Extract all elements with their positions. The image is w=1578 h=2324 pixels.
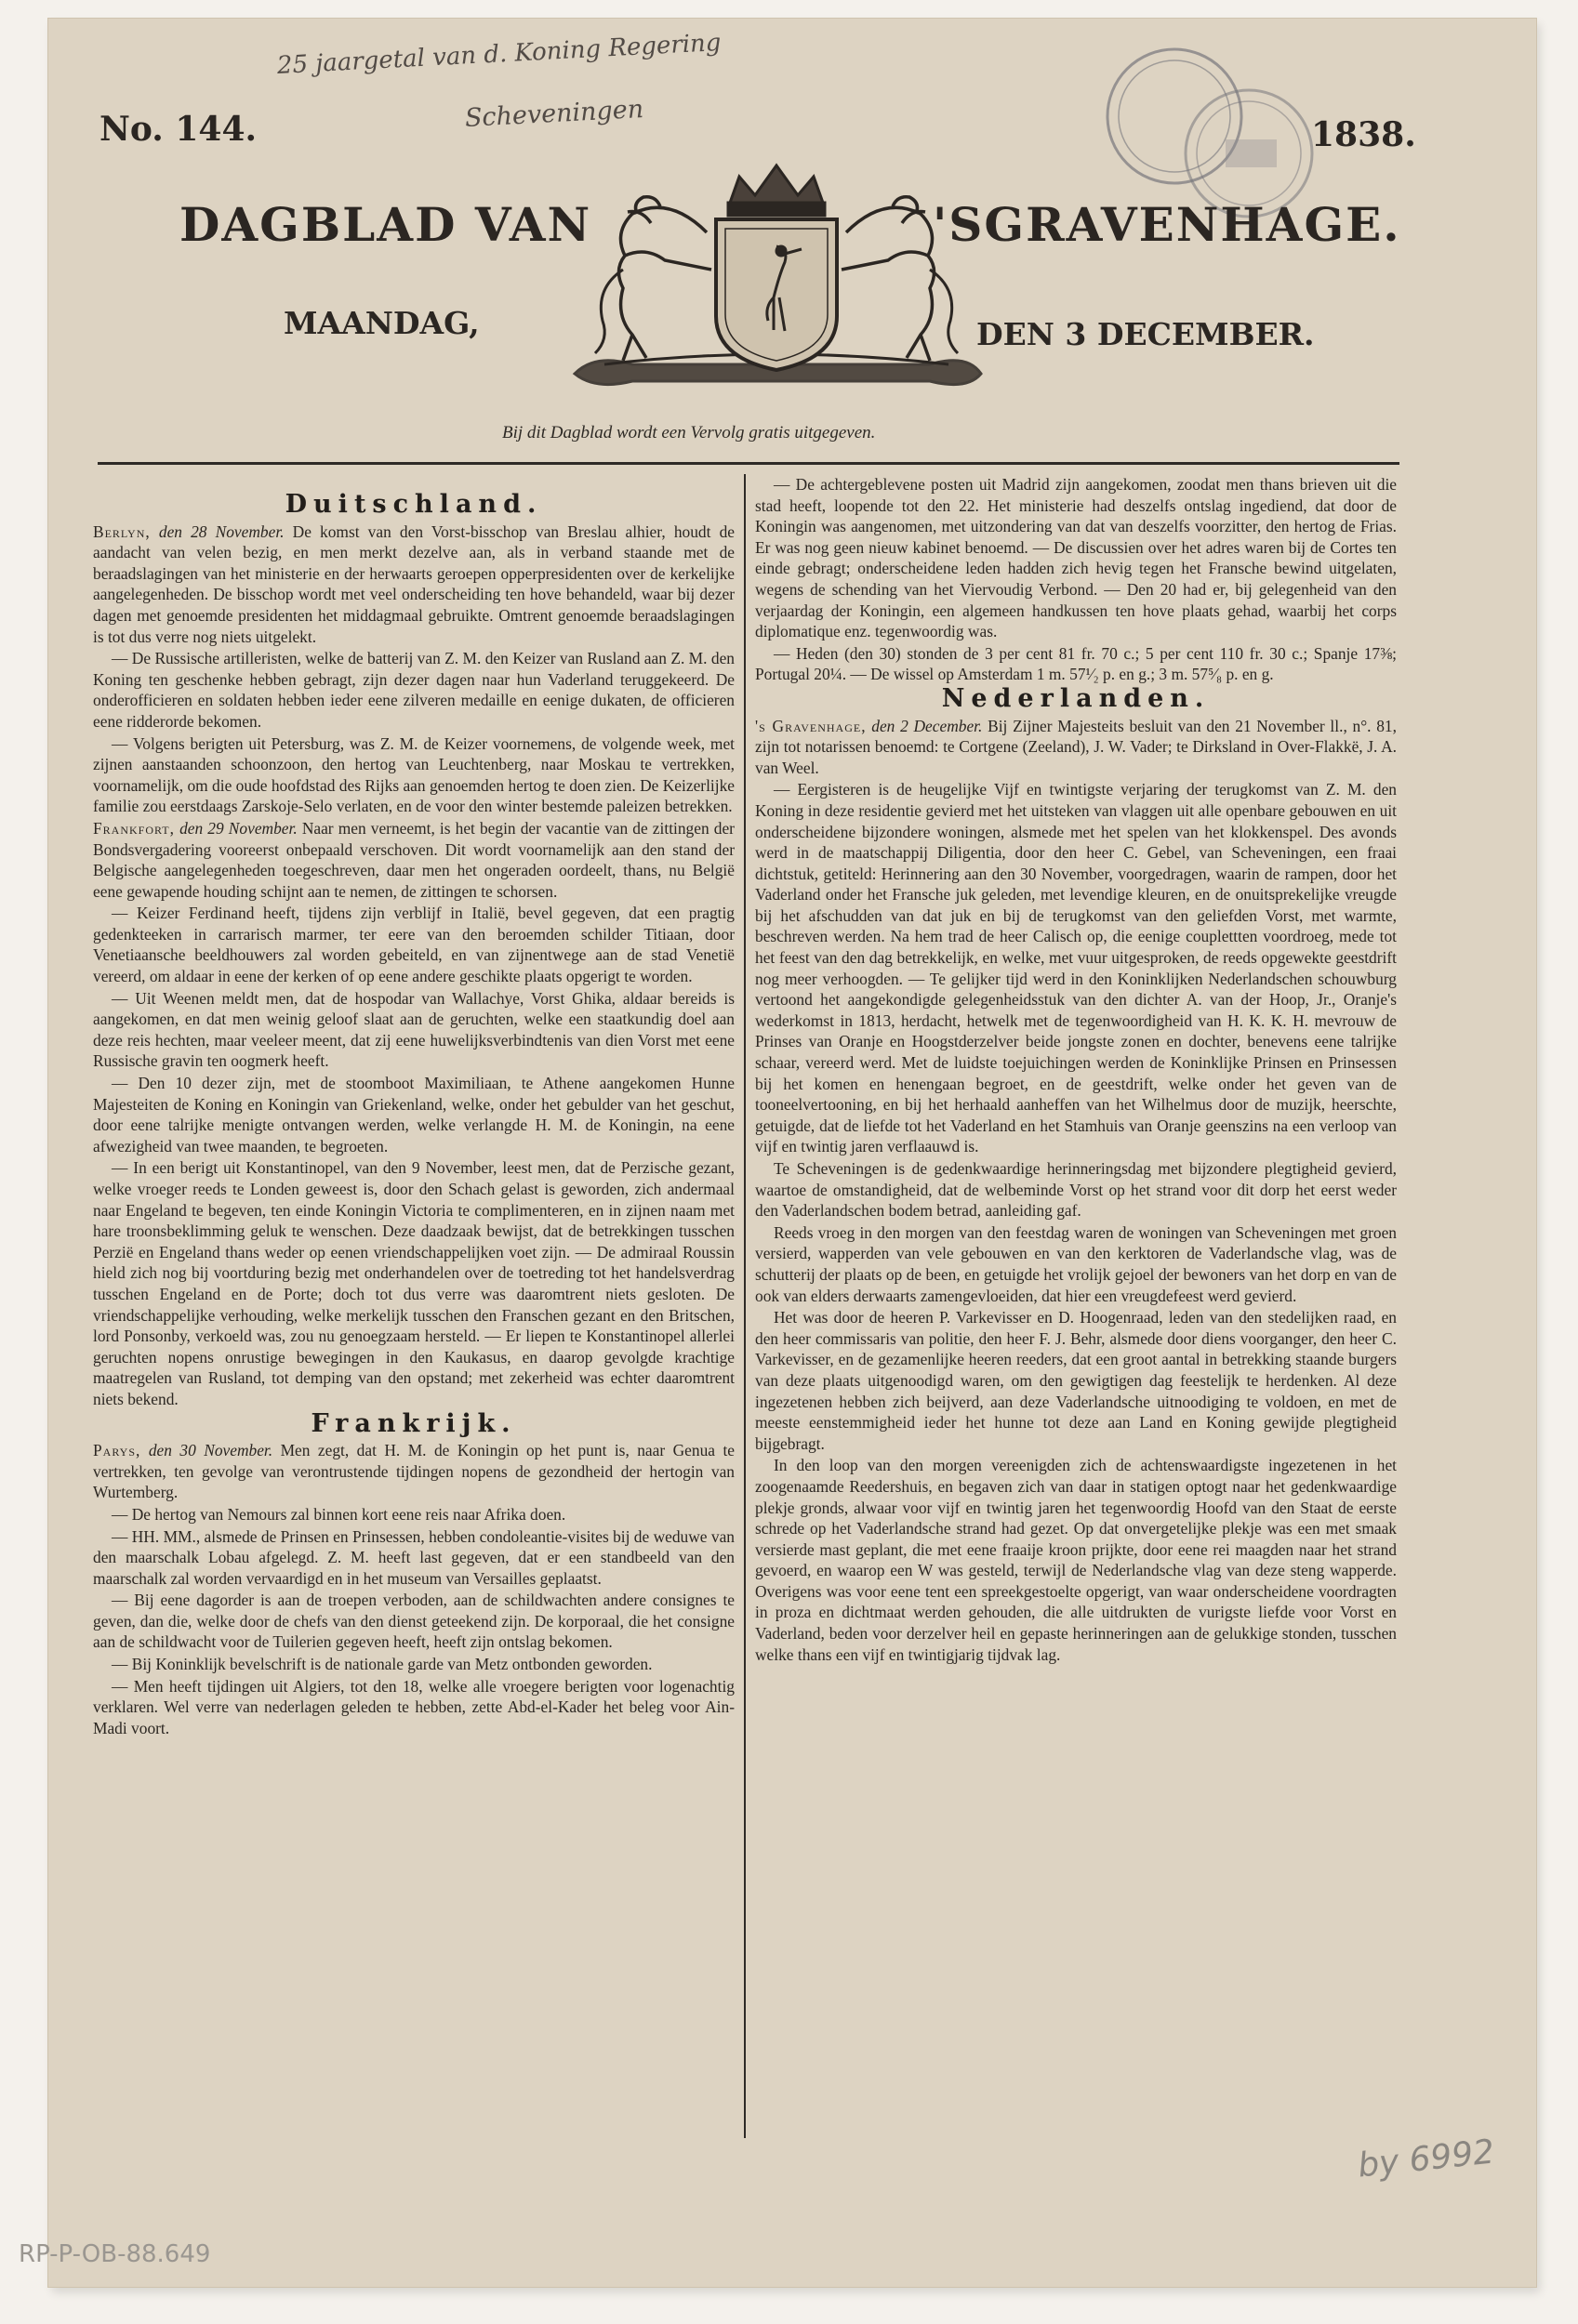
article-paragraph: — Keizer Ferdinand heeft, tijdens zijn verblijf in Italië, bevel gegeven, dat een pragtig gedenkteeken in carrarisch marmer, ter eere van den beroemden schilder Titiaan, door Venetiaansche beeldhouwers zal worden gebeiteld, en van zijnentwege aan de stad Venetië vereerd, om aldaar in eene der kerken of op eene andere geschikte plaats opgerigt te worden. [93,904,735,986]
article-text: Men zegt, dat H. M. de Koningin op het punt is, naar Genua te vertrekken, ten gevolge van verontrustende tijdingen nopens de gezondheid der hertogin van Wurtemberg. [93,1441,735,1502]
article-paragraph: Het was door de heeren P. Varkevisser en D. Hoogenraad, leden van den stedelijken raad, en den heer commissaris van politie, den heer F. J. Behr, alsmede door diens voorganger, den heer C. Varkevisser, en de gezamenlijke heeren reeders, dat een groot aantal in betrekking staande burgers van deze plaats uitgenoodigd waren, om den gewigtigen dag feestelijk te herdenken. Al deze ingezetenen hebben zich beijverd, aan deze Vaderlandsche uitnoodiging te voldoen, en met de meeste eenstemmigheid ieder het hunne tot deze aan Land en Koning gewijde plegtigheid bijgebragt. [755,1308,1397,1453]
dateline-date: den 29 November. [179,818,298,838]
weekday-label: MAANDAG, [284,305,480,341]
article-gravenhage [755,716,1397,779]
article-text: Bij Zijner Majesteits besluit van den 21 November ll., n°. 81, zijn tot notarissen benoemd: te Cortgene (Zeeland), J. W. Vader; te Dirksland in Over-Flakkë, J. A. van Weel. [755,716,1397,777]
masthead-title-left: DAGBLAD VAN [179,197,592,252]
dateline-date: den 2 December. [871,716,983,735]
article-text: Naar men verneemt, is het begin der vacantie van de zittingen der Bondsvergadering vooreerst onbepaald verschoven. Dit wordt voornamelijk aan den stand der Belgische aangelegenheden toegeschreven, daar men het ongeraden oordeelt, thans, nu België eene gewapende houding schijnt aan te nemen, de zittingen te schorsen. [93,818,735,901]
supplement-notice: Bij dit Dagblad wordt een Vervolg gratis uitgegeven. [502,423,876,442]
pencil-note-catalog: by 6992 [1356,2133,1496,2185]
article-paragraph: — De hertog van Nemours zal binnen kort eene reis naar Afrika doen. [112,1504,566,1524]
section-title-frankrijk: Frankrijk. [311,1408,517,1438]
article-paragraph: — HH. MM., alsmede de Prinsen en Prinsessen, hebben condoleantie-visites bij de weduwe van den maarschalk Lobau afgelegd. Z. M. heeft last gegeven, dat er een standbeeld van den maarschalk zal worden vervaardigd en in het museum van Versailles geplaatst. [93,1526,735,1588]
article-paragraph: — Heden (den 30) stonden de 3 per cent 81 fr. 70 c.; 5 per cent 110 fr. 30 c.; Spanje 17⅜; Portugal 20¼. — De wissel op Amsterdam 1 m. 57¹⁄₂ p. en g.; 3 m. 57⁵⁄₈ p. en g. [755,643,1397,684]
left-column [93,491,735,2136]
right-column [755,474,1397,2119]
handwritten-note-line2: Scheveningen [464,94,644,133]
dateline-date: den 30 November. [148,1441,273,1460]
section-title-nederlanden: Nederlanden. [941,683,1211,713]
header-divider [98,462,1399,465]
article-paragraph: — Volgens berigten uit Petersburg, was Z. M. de Keizer voornemens, de volgende week, met zijnen aanstaanden schoonzoon, den hertog van Leuchtenberg, naar Moskau te vertrekken, voornamelijk, om die oude hoofdstad des Rijks aan genoemden hertog te doen zien. De Keizerlijke familie zou eerstdaags Zarskoje-Selo verlaten, en de voor den winter bestemde paleizen betrekken. [93,733,735,816]
article-berlin [93,522,735,648]
article-frankfort [93,818,735,902]
pencil-note-id: RP-P-OB-88.649 [19,2240,211,2268]
article-paragraph: — Bij Koninklijk bevelschrift is de nationale garde van Metz ontbonden geworden. [112,1655,653,1674]
article-paragraph: Te Scheveningen is de gedenkwaardige herinneringsdag met bijzondere plegtigheid gevierd, waartoe de omstandigheid, dat de welbeminde Vorst op het strand voor dit dorp het eerst weder den Vaderlandschen bodem betrad, aanleiding gaf. [755,1159,1397,1221]
article-paragraph: — Men heeft tijdingen uit Algiers, tot den 18, welke alle vroegere berigten voor logenachtig verklaren. Wel verre van nederlagen geleden te hebben, zette Abd-el-Kader het beleg voor Ain-Madi voort. [93,1676,735,1737]
article-paragraph: — Bij eene dagorder is aan de troepen verboden, aan de schildwachten andere consignes te geven, dan die, welke door de chefs van den dienst geteekend zijn. De korporaal, die het consigne aan de schildwacht voor de Tuilerien gegeven heeft, heeft zijn ontslag bekomen. [93,1591,735,1652]
article-paragraph: — Den 10 dezer zijn, met de stoomboot Maximiliaan, te Athene aangekomen Hunne Majesteiten de Koning en Koningin van Griekenland, welke, onder het gebulder van het geschut, door eene talrijke menigte ontvangen werden, welke verlangde H. M. de Koningin, na eene afwezigheid van twee maanden, te begroeten. [93,1074,735,1155]
article-paragraph: — De achtergeblevene posten uit Madrid zijn aangekomen, zoodat men thans brieven uit die stad heeft, loopende tot den 22. Het ministerie had deszelfs ontslag ingediend, dat door de Koningin was aangenomen, met uitzondering van dat van deszelfs voorzitter, den hertog de Frias. Er was nog geen nieuw kabinet benoemd. — De discussien over het adres waren bij de Cortes ten einde gebragt; onderscheidene leden hadden zich hevig tegen het Fransche bewind uitgelaten, wegens de schending van het Viervoudig Verbond. — Den 20 had er, bij gelegenheid van den verjaardag der Koningin, een algemeen handkussen ten hove plaats gehad, waarbij het corps diplomatique enz. tegenwoordig was. [755,475,1397,641]
article-paragraph: Reeds vroeg in den morgen van den feestdag waren de woningen van Scheveningen met groen versierd, wapperden van vele gebouwen en van den kerktoren de Vaderlandsche vlag, was de schutterij der plaats op de been, en getuigde het vrolijk gejoel der bewoners van het dorp en van de ook van elders derwaarts zamengevloeiden, dat hier een vreugdefeest werd gevierd. [755,1222,1397,1305]
dateline-city: Frankfort, [93,818,175,838]
issue-number: No. 144. [99,110,258,149]
column-divider [744,474,746,2138]
coat-of-arms-icon [558,158,995,409]
article-paragraph: — Uit Weenen meldt men, dat de hospodar van Wallachye, Vorst Ghika, aldaar bereids is aangekomen, en dat men weinig geloof slaat aan de geruchten, welke een staatkundig doel aan deze reis hechten, maar veeleer meent, dat zij eene huwelijksverbindtenis van dien Vorst met eene Russische gravin ten oogmerk heeft. [93,988,735,1071]
article-parys [93,1440,735,1503]
section-title-duitschland: Duitschland. [285,491,543,519]
dateline-city: Berlyn, [93,522,151,541]
article-paragraph: In den loop van den morgen vereenigden zich de achtenswaardigste ingezetenen in het zoogenaamde Reedershuis, en begaven zich van daar in statigen optogt naar het gedenkwaardige plekje gronds, alwaar voor vijf en twintig jaren het tegenwoordig Hoofd van den Staat de eerste schrede op het Vaderlandsche strand had gezet. Op dat onvergetelijke plekje was een met smaak versierde mast geplant, die met eene fraaije kroon prijkte, door eene rei maagden naar het strand gevoerd, en waarop een W was gesteld, terwijl de Nederlandsche vlag van deze steng wapperde. Overigens was voor eene tent een spreekgestoelte opgerigt, van waar onderscheidene voordragten in proza en dichtmaat werden gehouden, die alle uitdrukten de vurigste liefde voor Vorst en Vaderland, beden voor derzelver heil en gepaste herinneringen aan de gelukkige stonden, tusschen welke thans een vijf en twintigjarig tijdvak lag. [755,1456,1397,1664]
article-paragraph: — De Russische artilleristen, welke de batterij van Z. M. den Keizer van Rusland aan Z. M. den Koning ten geschenke hebben gebragt, zijn dezer dagen naar hun Vaderland teruggekeerd. De onderofficieren en soldaten hebben ieder eene zilveren medaille en eenige dukaten, de officieren eene ridderorde bekomen. [93,649,735,731]
article-text: De komst van den Vorst-bisschop van Breslau alhier, houdt de aandacht van velen bezig, en men merkt dezelve aan, als in verband staande met de beraadslagingen van het ministerie en der herwaarts geroepen opperpresidenten over de kerkelijke aangelegenheden. De bisschop wordt met veel onderscheiding ten hove behandeld, waar bij dezer dagen met genoemde presidenten het middagmaal gebruikte. Omtrent genoemde beraadslagingen is tot dus verre nog niets uitgelekt. [93,522,735,646]
dateline-city: 's Gravenhage, [755,716,867,735]
issue-year: 1838. [1311,115,1416,154]
article-paragraph: — In een berigt uit Konstantinopel, van den 9 November, leest men, dat de Perzische gezant, welke vroeger reeds te Londen geweest is, door den Schach gelast is geworden, zich andermaal naar Engeland te begeven, ten einde Koningin Victoria te complimenteren, en in zijnen naam met hare troonsbeklimming geluk te wenschen. Deze daadzaak bewijst, dat de betrekkingen tusschen Perzië en Engeland thans weder op eenen vriendschappelijken voet zijn. — De admiraal Roussin hield zich nog bij voortduring bezig met onderhandelen over de toetreding tot het handelsverdrag tusschen Engeland en de Porte; doch tot dus verre was daaromtrent niets gesloten. De vriendschappelijke verhouding, welke merkelijk tusschen den Franschen gezant en den Britschen, lord Ponsonby, verkoeld was, zou nu genoegzaam hersteld. — Er liepen te Konstantinopel allerlei geruchten nopens onrustige bewegingen in den Kaukasus, en daarop gevolgde krachtige maatregelen van Rusland, tot demping van den opstand; met zekerheid was echter daaromtrent niets bekend. [93,1158,735,1408]
date-label: DEN 3 DECEMBER. [976,316,1315,352]
dateline-city: Parys, [93,1441,141,1460]
article-paragraph: — Eergisteren is de heugelijke Vijf en twintigste verjaring der terugkomst van Z. M. den Koning in deze residentie gevierd met het uitsteken van vlaggen uit alle openbare gebouwen en uit onderscheidene bijzondere woningen, alsmede met het spelen van het klokkenspel. Des avonds werd in de maatschappij Diligentia, door den heer C. Gebel, van Scheveningen, een fraai dichtstuk, getiteld: Herinnering aan den 30 November, voorgedragen, waarin de rampen, door het Vaderland onder het Fransche juk geleden, met levendige kleuren, en de onuitsprekelijke vreugde bij het afschudden van dat juk en bij de terugkomst van den geliefden Vorst, met warmte, beschreven werden. Na hem trad de heer Calisch op, die eenige couplettten voordroeg, mede tot het feest van den dag betrekkelijk, en welke, met vuur uitgesproken, de reeds opgewekte geestdrift nog meer verhoogden. — Te gelijker tijd werd in den Koninklijken Nederlandschen schouwburg vertoond het aangekondigde gelegenheidsstuk van den dichter A. van der Hoop, Jr., Oranje's wederkomst in 1813, herdacht, hetwelk met de tegenwoordigheid van H. K. K. H. mevrouw de Prinses van Oranje en Hoogstderzelver beide jongste zonen en dochter, benevens eene talrijke schaar, vereerd werd. Met de luidste toejuichingen werden de Koninklijke Prinsen en Prinsessen bij het komen en henengaan begroet, en de geestdrift, welke onder het geven van de tooneelvertooning, en bij het herhaald aanheffen van het Wilhelmus door de muzijk, heerschte, getuigde, dat de liefde tot het Vaderland en het Stamhuis van Oranje geenszins na een verloop van vijf en twintig jaren verflaauwd is. [755,780,1397,1156]
dateline-date: den 28 November. [158,522,285,541]
masthead-title-right: 'SGRAVENHAGE. [933,197,1401,252]
handwritten-note-line1: 25 jaargetal van d. Koning Regering [276,29,723,80]
